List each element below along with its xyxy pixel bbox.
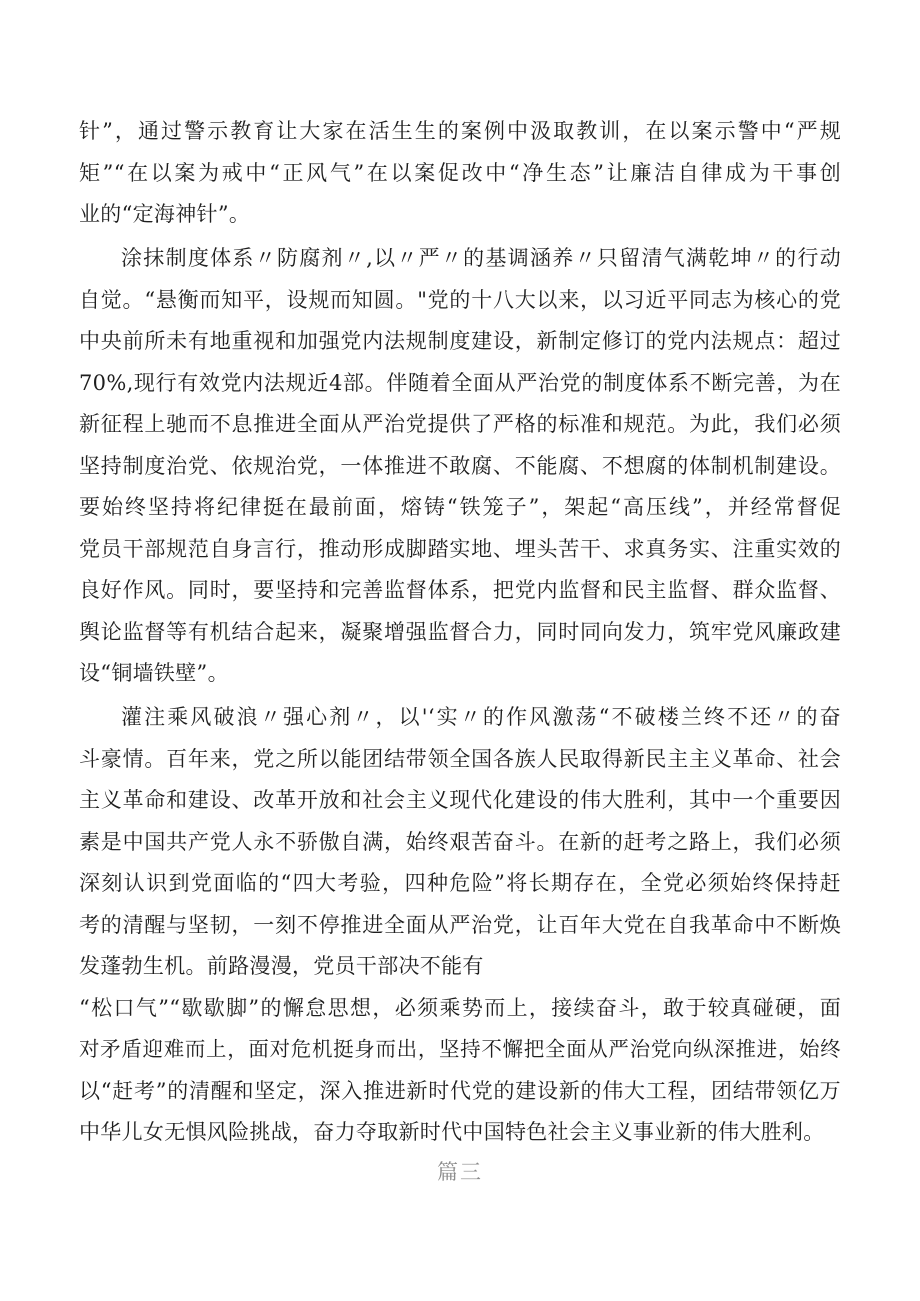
text-line: 深刻认识到党面临的“四大考验，四种危险”将长期存在，全党必须始终保持赶	[79, 871, 841, 895]
text-line: 自觉。“悬衡而知平，设规而知圆。"党的十八大以来，以习近平同志为核心的党	[79, 288, 841, 312]
text-line: 新征程上驰而不息推进全面从严治党提供了严格的标准和规范。为此，我们必须	[79, 412, 841, 436]
text-line: 主义革命和建设、改革开放和社会主义现代化建设的伟大胜利，其中一个重要因	[79, 788, 841, 812]
text-line: 良好作风。同时，要坚持和完善监督体系，把党内监督和民主监督、群众监督、	[79, 578, 841, 602]
text-line: 发蓬勃生机。前路漫漫，党员干部决不能有	[79, 954, 484, 978]
text-line: 70%,现行有效党内法规近4部。伴随着全面从严治党的制度体系不断完善，为在	[79, 371, 841, 395]
text-line: 针”，通过警示教育让大家在活生生的案例中汲取教训，在以案示警中“严规	[79, 119, 841, 143]
text-line: 涂抹制度体系〃防腐剂〃,以〃严〃的基调涵养〃只留清气满乾坤〃的行动	[121, 246, 841, 270]
text-line: 要始终坚持将纪律挺在最前面，熔铸“铁笼子”，架起“高压线”，并经常督促	[79, 495, 841, 519]
text-line: 中华儿女无惧风险挑战，奋力夺取新时代中国特色社会主义事业新的伟大胜利。	[79, 1120, 825, 1144]
text-line: 对矛盾迎难而上，面对危机挺身而出，坚持不懈把全面从严治党向纵深推进，始终	[79, 1037, 841, 1061]
text-line: 舆论监督等有机结合起来，凝聚增强监督合力，同时同向发力，筑牢党风廉政建	[79, 620, 841, 644]
text-line: 党员干部规范自身言行，推动形成脚踏实地、埋头苦干、求真务实、注重实效的	[79, 537, 841, 561]
text-line: 素是中国共产党人永不骄傲自满，始终艰苦奋斗。在新的赶考之路上，我们必须	[79, 830, 841, 854]
text-line: 灌注乘风破浪〃强心剂〃，以'‘实〃的作风激荡“不破楼兰终不还〃的奋	[121, 705, 841, 729]
text-line: 斗豪情。百年来，党之所以能团结带领全国各族人民取得新民主主义革命、社会	[79, 747, 841, 771]
text-line: 考的清醒与坚韧，一刻不停推进全面从严治党，让百年大党在自我革命中不断焕	[79, 913, 841, 937]
text-line: 中央前所未有地重视和加强党内法规制度建设，新制定修订的党内法规点：超过	[79, 329, 841, 353]
text-line: 坚持制度治党、依规治党，一体推进不敢腐、不能腐、不想腐的体制机制建设。	[79, 454, 841, 478]
text-line: “松口气”“歇歇脚”的懈怠思想，必须乘势而上，接续奋斗，敢于较真碰硬，面	[79, 996, 841, 1020]
section-title: 篇三	[437, 1160, 483, 1184]
text-line: 矩”“在以案为戒中“正风气”在以案促改中“净生态”让廉洁自律成为干事创	[79, 161, 841, 185]
text-line: 设“铜墙铁壁”。	[79, 661, 229, 685]
text-line: 以“赶考”的清醒和坚定，深入推进新时代党的建设新的伟大工程，团结带领亿万	[79, 1079, 841, 1103]
text-line: 业的“定海神针”。	[79, 202, 251, 226]
